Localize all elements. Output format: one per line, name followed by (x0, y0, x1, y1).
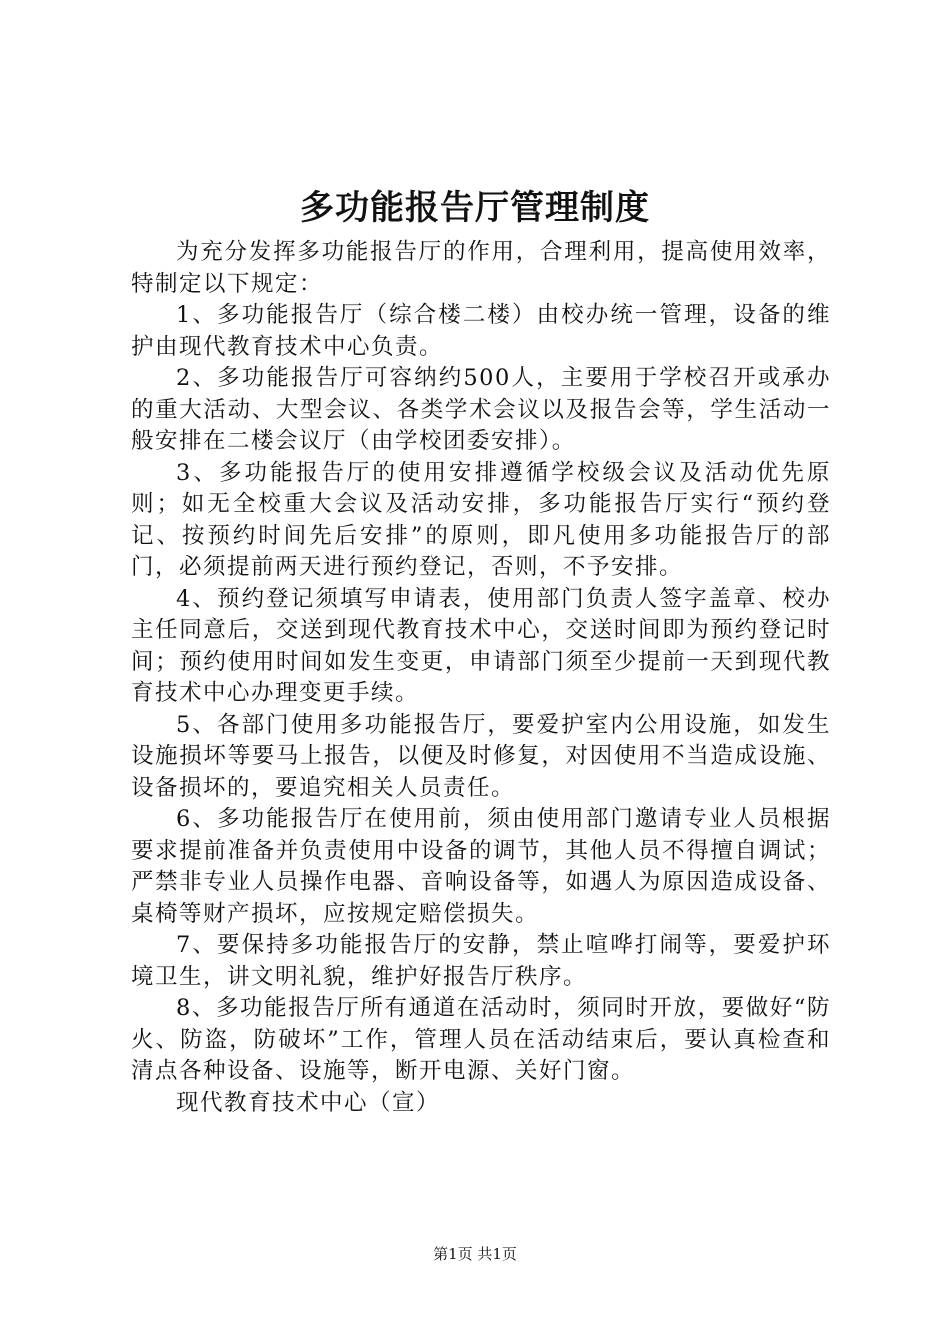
rule-paragraph-6: 6、多功能报告厅在使用前，须由使用部门邀请专业人员根据要求提前准备并负责使用中设备的调节，其他人员不得擅自调试；严禁非专业人员操作电器、音响设备等，如遇人为原因造成设备、桌椅等财产损坏，应按规定赔偿损失。 (131, 806, 831, 927)
document-body (131, 237, 831, 1119)
rule-paragraph-5: 5、各部门使用多功能报告厅，要爱护室内公用设施，如发生设施损坏等要马上报告，以便及时修复，对因使用不当造成设施、设备损坏的，要追究相关人员责任。 (131, 711, 831, 801)
rule-paragraph-7: 7、要保持多功能报告厅的安静，禁止喧哗打闹等，要爱护环境卫生，讲文明礼貌，维护好报告厅秩序。 (131, 932, 831, 990)
page-number-footer: 第1页 共1页 (433, 1245, 517, 1263)
rule-paragraph-8: 8、多功能报告厅所有通道在活动时，须同时开放，要做好“防火、防盗，防破坏”工作，管理人员在活动结束后，要认真检查和清点各种设备、设施等，断开电源、关好门窗。 (131, 995, 831, 1084)
intro-paragraph: 为充分发挥多功能报告厅的作用，合理利用，提高使用效率，特制定以下规定： (131, 239, 831, 297)
document-title: 多功能报告厅管理制度 (300, 188, 650, 228)
rule-paragraph-4: 4、预约登记须填写申请表，使用部门负责人签字盖章、校办主任同意后，交送到现代教育技术中心，交送时间即为预约登记时间；预约使用时间如发生变更，申请部门须至少提前一天到现代教育技术中心办理变更手续。 (131, 585, 831, 706)
rule-paragraph-1: 1、多功能报告厅（综合楼二楼）由校办统一管理，设备的维护由现代教育技术中心负责。 (131, 302, 831, 360)
signature-line: 现代教育技术中心（宣） (176, 1089, 441, 1116)
rule-paragraph-3: 3、多功能报告厅的使用安排遵循学校级会议及活动优先原则；如无全校重大会议及活动安排，多功能报告厅实行“预约登记、按预约时间先后安排”的原则，即凡使用多功能报告厅的部门，必须提前两天进行预约登记，否则，不予安排。 (131, 459, 831, 580)
rule-paragraph-2: 2、多功能报告厅可容纳约500人，主要用于学校召开或承办的重大活动、大型会议、各类学术会议以及报告会等，学生活动一般安排在二楼会议厅（由学校团委安排）。 (131, 365, 831, 454)
